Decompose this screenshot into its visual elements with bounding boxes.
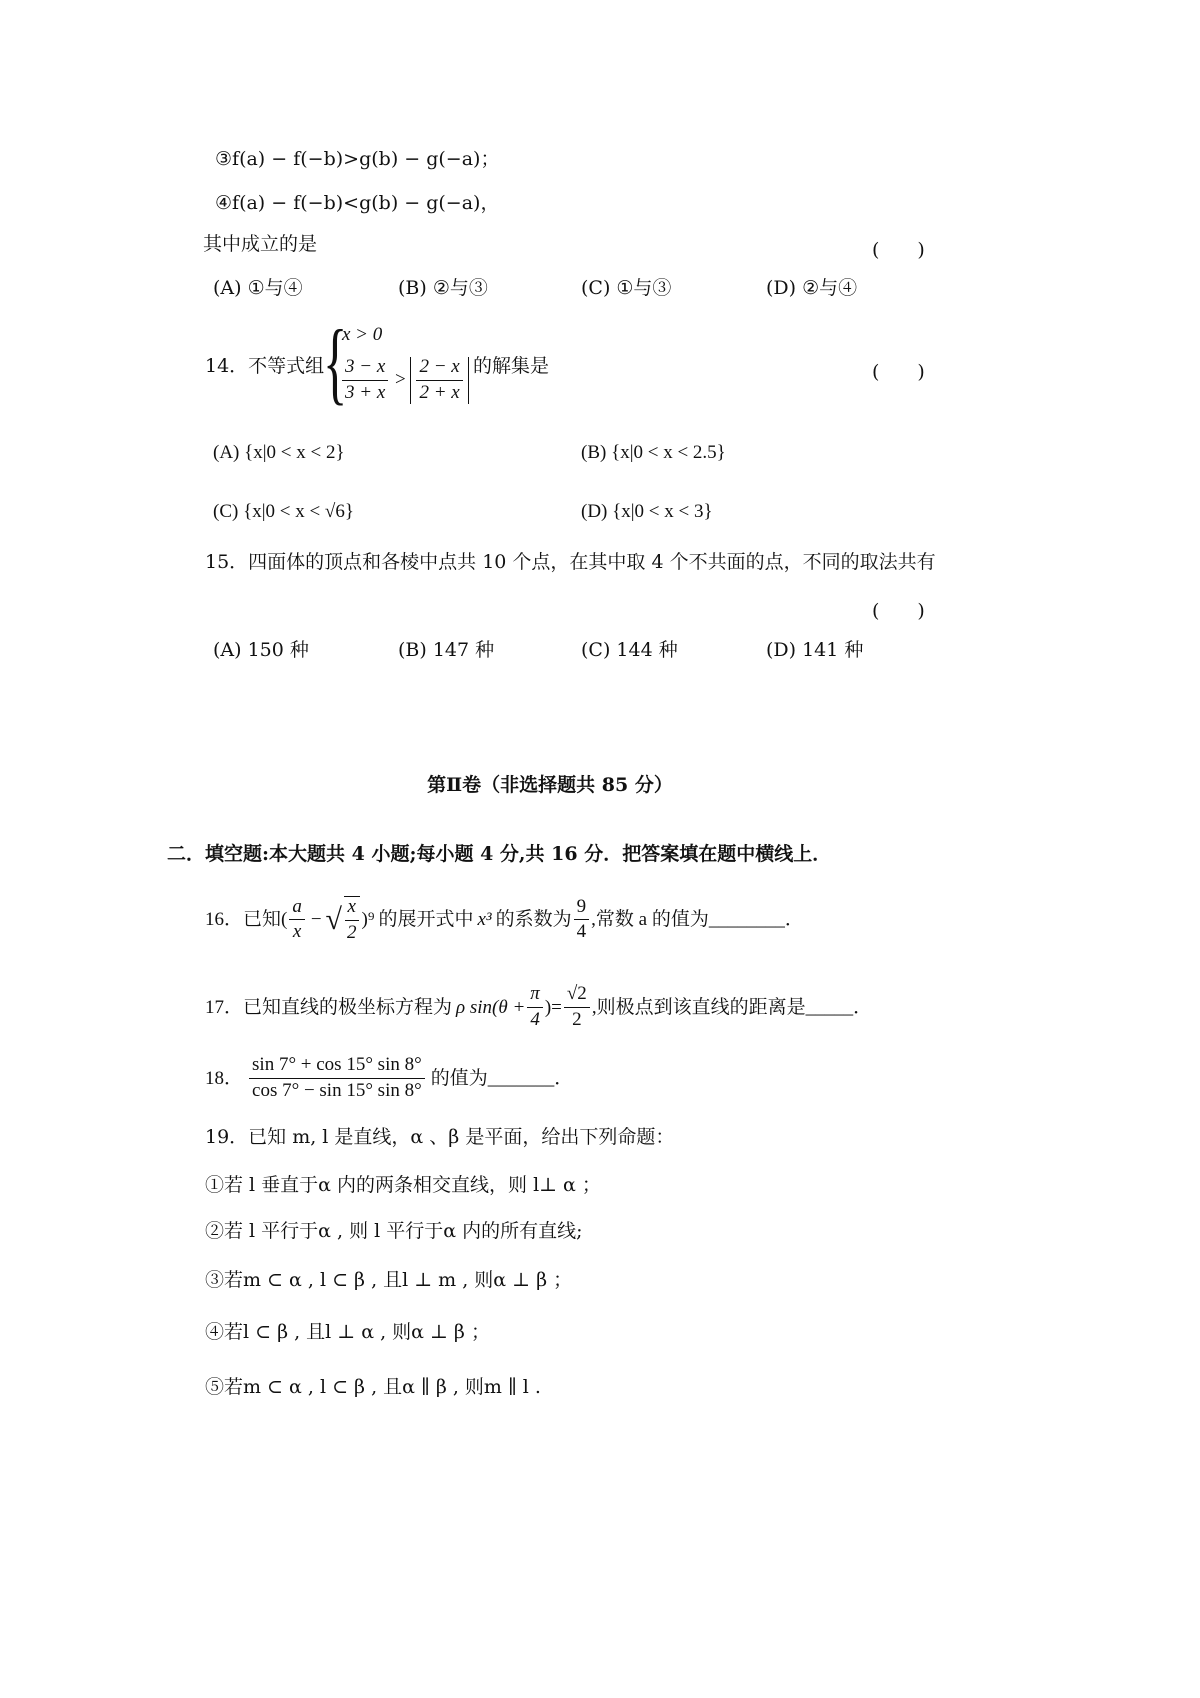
q15-text: 15．四面体的顶点和各棱中点共 10 个点，在其中取 4 个不共面的点，不同的取法共有 bbox=[205, 551, 936, 573]
q19-item-5: ⑤若m ⊂ α , l ⊂ β , 且α ∥ β , 则m ∥ l . bbox=[205, 1376, 541, 1398]
q17-two: 2 bbox=[572, 1008, 582, 1030]
q18-denominator: cos 7° − sin 15° sin 8° bbox=[252, 1079, 422, 1101]
q16-x3: x³ bbox=[477, 909, 492, 931]
q14-condition-1: x > 0 bbox=[342, 324, 383, 345]
sqrt-sign-icon: √ bbox=[325, 902, 343, 936]
q19-intro: 19．已知 m, l 是直线，α 、β 是平面，给出下列命题： bbox=[205, 1126, 675, 1148]
q17-rho: ρ sin(θ + bbox=[456, 996, 526, 1018]
q14-answer-paren: ( ) bbox=[872, 361, 925, 383]
q14-option-a: (A) {x|0 < x < 2} bbox=[213, 442, 345, 463]
q15-option-c: (C) 144 种 bbox=[581, 639, 678, 661]
q14-left-numerator: 3 − x bbox=[342, 357, 388, 381]
q14-suffix: 的解集是 bbox=[473, 355, 550, 377]
q17-root2: √2 bbox=[564, 984, 590, 1008]
q14-gt: > bbox=[395, 368, 406, 390]
q13-option-b: (B) ②与③ bbox=[398, 277, 488, 299]
q17-four: 4 bbox=[530, 1008, 540, 1030]
q13-option-c: (C) ①与③ bbox=[581, 277, 672, 299]
q15-option-d: (D) 141 种 bbox=[766, 639, 864, 661]
q14-left-denominator: 3 + x bbox=[345, 381, 386, 403]
q14-label: 14．不等式组 bbox=[205, 355, 325, 377]
q18-suffix: 的值为_______． bbox=[430, 1067, 574, 1089]
q18-number: 18． bbox=[205, 1067, 244, 1089]
q16-exponent: )⁹ bbox=[361, 909, 375, 931]
q16-frac-x: x bbox=[292, 921, 302, 943]
q14-condition-2 bbox=[340, 357, 469, 404]
q16-coef-num: 9 bbox=[574, 897, 590, 921]
q13-option-d: (D) ②与④ bbox=[766, 277, 858, 299]
part2-title: 第Ⅱ卷（非选择题共 85 分） bbox=[427, 774, 673, 796]
q18-line bbox=[205, 1055, 573, 1102]
q16-prefix: 16．已知( bbox=[205, 909, 288, 931]
q14-option-d: (D) {x|0 < x < 3} bbox=[581, 501, 713, 522]
q13-statement-3: ③f(a) − f(−b)>g(b) − g(−a)； bbox=[215, 148, 500, 170]
q13-question: 其中成立的是 bbox=[203, 233, 318, 255]
q14-option-c: (C) {x|0 < x < √6} bbox=[213, 501, 354, 522]
q16-coef-den: 4 bbox=[576, 921, 587, 943]
q19-item-3: ③若m ⊂ α , l ⊂ β , 且l ⊥ m , 则α ⊥ β ； bbox=[205, 1269, 573, 1291]
q15-answer-paren: ( ) bbox=[872, 600, 925, 622]
q16-mid: 的展开式中 bbox=[378, 909, 474, 931]
q14-right-denominator: 2 + x bbox=[419, 381, 460, 403]
q16-frac-a: a bbox=[289, 897, 305, 921]
q16-sqrt-num: x bbox=[345, 897, 359, 921]
q14-right-numerator: 2 − x bbox=[416, 357, 462, 381]
q17-line bbox=[205, 984, 872, 1031]
q17-suffix: ,则极点到该直线的距离是_____． bbox=[591, 996, 873, 1018]
q13-option-a: (A) ①与④ bbox=[213, 277, 303, 299]
q13-statement-4: ④f(a) − f(−b)<g(b) − g(−a)， bbox=[215, 192, 500, 214]
q16-mid2: 的系数为 bbox=[495, 909, 572, 931]
q16-suffix: ,常数 a 的值为________． bbox=[591, 909, 804, 931]
q15-option-b: (B) 147 种 bbox=[398, 639, 495, 661]
q13-answer-paren: ( ) bbox=[872, 239, 925, 261]
q16-minus: − bbox=[310, 909, 322, 931]
q16-sqrt-den: 2 bbox=[347, 921, 357, 943]
q17-pi: π bbox=[527, 984, 543, 1008]
system-brace: { bbox=[323, 311, 348, 413]
q19-item-2: ②若 l 平行于α , 则 l 平行于α 内的所有直线; bbox=[205, 1220, 583, 1242]
q19-item-1: ①若 l 垂直于α 内的两条相交直线，则 l⊥ α ； bbox=[205, 1174, 601, 1196]
q17-prefix: 17．已知直线的极坐标方程为 bbox=[205, 996, 453, 1018]
q18-numerator: sin 7° + cos 15° sin 8° bbox=[249, 1055, 425, 1079]
q17-eq: )= bbox=[544, 996, 562, 1018]
q14-option-b: (B) {x|0 < x < 2.5} bbox=[581, 442, 726, 463]
q15-option-a: (A) 150 种 bbox=[213, 639, 309, 661]
section-heading: 二．填空题:本大题共 4 小题;每小题 4 分,共 16 分．把答案填在题中横线上． bbox=[167, 843, 832, 865]
q16-line bbox=[205, 896, 804, 944]
q19-item-4: ④若l ⊂ β , 且l ⊥ α , 则α ⊥ β ； bbox=[205, 1321, 490, 1343]
